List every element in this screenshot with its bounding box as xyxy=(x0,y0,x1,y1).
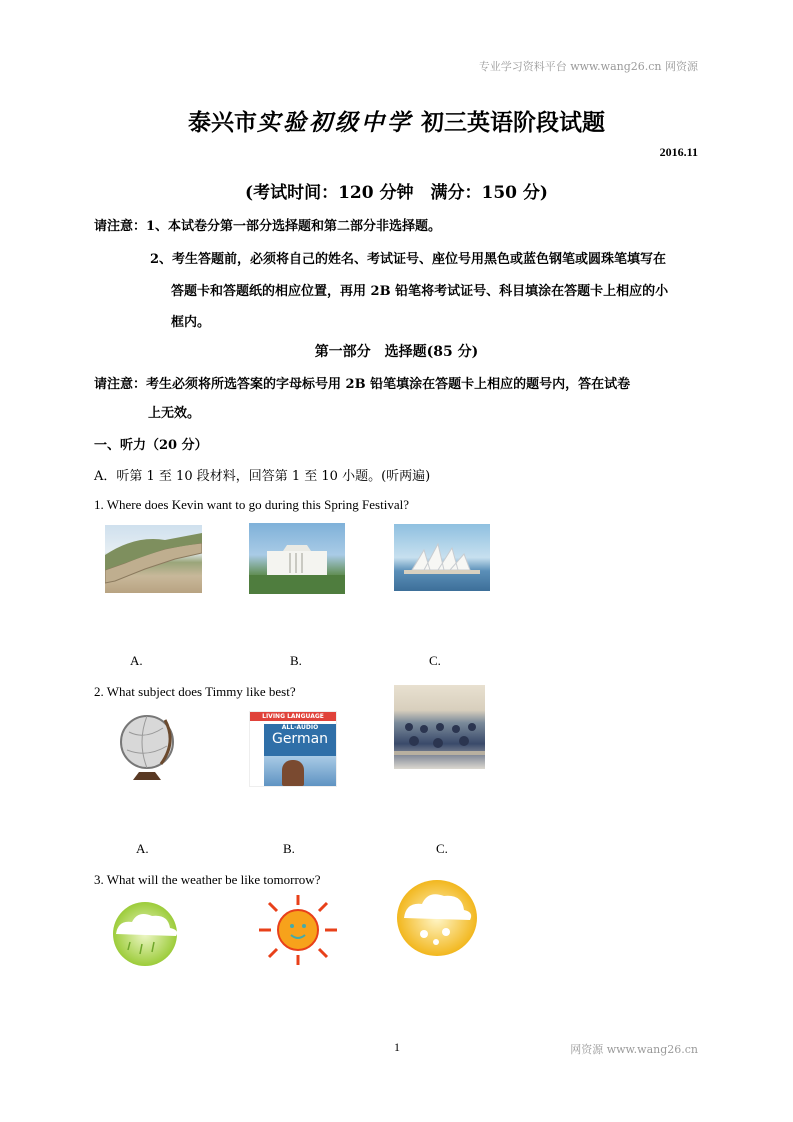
question-3: 3. What will the weather be like tomorrow? xyxy=(94,872,321,887)
sunny-icon xyxy=(253,893,343,967)
footer-watermark: 网资源 www.wang26.cn xyxy=(570,1043,698,1056)
german-book-image xyxy=(249,711,337,787)
page-title xyxy=(0,104,793,137)
q2-option-b: B. xyxy=(283,841,295,856)
book-brand: LIVING LANGUAGE xyxy=(250,712,336,721)
book-title: German xyxy=(271,731,329,747)
q1-option-c: C. xyxy=(429,653,441,668)
white-house-image xyxy=(249,523,345,594)
snow-cloud-icon xyxy=(394,878,480,958)
q2-option-a: A. xyxy=(136,841,149,856)
note2-line-1: 请注意：考生必须将所选答案的字母标号用 2B 铅笔填涂在答题卡上相应的题号内，答在试卷 xyxy=(94,377,631,392)
title-exam: 初三英语阶段试题 xyxy=(421,109,605,136)
title-city: 泰兴市 xyxy=(187,109,257,136)
question-1: 1. Where does Kevin want to go during this Spring Festival? xyxy=(94,497,409,512)
exam-subtitle: (考试时间：120 分钟 满分：150 分) xyxy=(245,183,548,203)
note-line-2: 2、考生答题前，必须将自己的姓名、考试证号、座位号用黑色或蓝色钢笔或圆珠笔填写在 xyxy=(150,252,667,267)
q2-option-c: C. xyxy=(436,841,448,856)
listening-instruction: A．听第 1 至 10 段材料，回答第 1 至 10 小题。(听两遍) xyxy=(94,469,431,484)
note-line-3: 答题卡和答题纸的相应位置，再用 2B 铅笔将考试证号、科目填涂在答题卡上相应的小 xyxy=(171,284,669,299)
note2-line-2: 上无效。 xyxy=(148,406,201,421)
q1-option-a: A. xyxy=(130,653,143,668)
section-heading: 第一部分 选择题(85 分) xyxy=(314,344,479,360)
exam-date: 2016.11 xyxy=(659,145,698,159)
note-line-1: 请注意：1、本试卷分第一部分选择题和第二部分非选择题。 xyxy=(94,219,442,234)
sydney-opera-house-image xyxy=(394,524,490,591)
listening-heading: 一、听力（20 分） xyxy=(94,438,208,453)
q1-option-b: B. xyxy=(290,653,302,668)
question-2: 2. What subject does Timmy like best? xyxy=(94,684,296,699)
rain-cloud-icon xyxy=(108,900,182,968)
great-wall-image xyxy=(105,525,202,593)
computer-classroom-image xyxy=(394,685,485,769)
header-watermark: 专业学习资料平台 www.wang26.cn 网资源 xyxy=(478,60,698,73)
book-series: ALL-AUDIO xyxy=(281,724,319,731)
globe-image xyxy=(115,710,181,782)
note-line-4: 框内。 xyxy=(171,315,211,330)
page-number: 1 xyxy=(394,1040,400,1054)
title-school: 实验初级中学 xyxy=(256,109,413,136)
